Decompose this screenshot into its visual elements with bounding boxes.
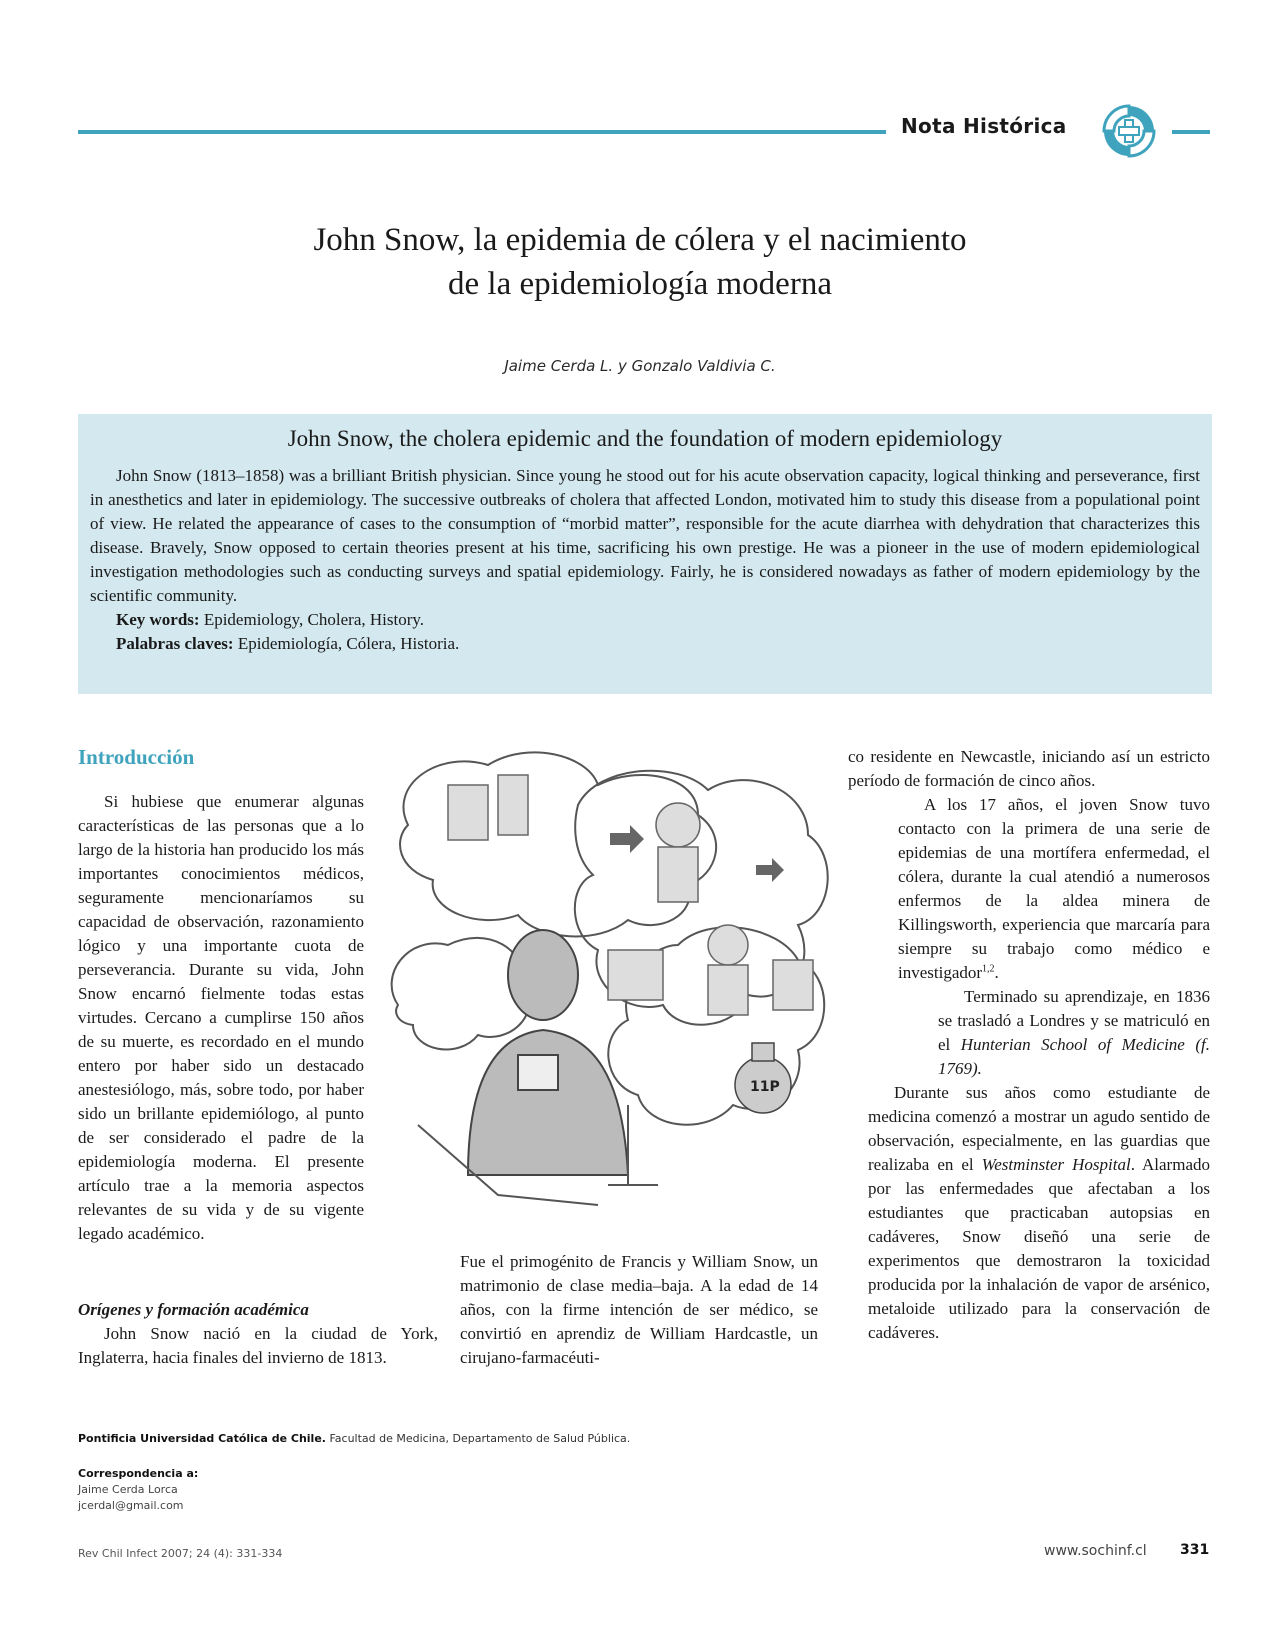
correspondence: [78, 1466, 198, 1514]
right-paragraph-2: A los 17 años, el joven Snow tuvo contacto con la primera de una serie de epidemias de una mortífera enfermedad, el cólera, durante la cual atendió a numerosos enfermos de la aldea minera de Killingsworth, experiencia que marcaría para siempre su trabajo como médico e investigador$^{1,2}$.: [898, 795, 1210, 982]
origins-heading: Orígenes y formación académica: [78, 1300, 309, 1319]
palabras-value: Epidemiología, Cólera, Historia.: [237, 634, 460, 653]
correspondence-label: Correspondencia a:: [78, 1467, 199, 1480]
abstract-box: [78, 414, 1212, 694]
intro-heading: Introducción: [78, 745, 195, 769]
right-paragraph-4: [848, 1081, 1210, 1345]
middle-text: Fue el primogénito de Francis y William Snow, un matrimonio de clase media–baja. A la edad de 14 años, con la firme intención de ser médico, se convirtió en aprendiz de William Hardcastle, un cirujano-farmacéuti-: [460, 1252, 818, 1367]
journal-citation: Rev Chil Infect 2007; 24 (4): 331-334: [78, 1547, 283, 1560]
article-title: [140, 218, 1140, 306]
affiliation-institution: Pontificia Universidad Católica de Chile.: [78, 1432, 326, 1445]
right-paragraph-1: co residente en Newcastle, iniciando así un estricto período de formación de cinco años.: [848, 747, 1210, 790]
page-number: 331: [1180, 1542, 1210, 1558]
title-line-1: John Snow, la epidemia de cólera y el nacimiento: [313, 222, 967, 258]
header-rule-right: [1172, 130, 1210, 134]
keywords-label: Key words:: [116, 610, 200, 629]
citation-superscript: 1,2: [982, 963, 995, 975]
right-paragraph-3-text: Terminado su aprendizaje, en 1836 se trasladó a Londres y se matriculó en el: [938, 987, 1210, 1054]
right-column: [848, 745, 1210, 1345]
section-label: Nota Histórica: [901, 114, 1067, 138]
right-paragraph-4-text-b: . Alarmado por las enfermedades que afectaban a los estudiantes que practicaban autopsias en cadáveres, Snow diseñó una serie de experimentos que demostraron la toxicidad producida por la inhalación de vapor de arsénico, metaloide utilizado para la conservación de cadáveres.: [868, 1155, 1210, 1342]
intro-text: Si hubiese que enumerar algunas características de las personas que a lo largo de la historia han producido los más importantes conocimientos médicos, seguramente mencionaríamos su capacidad de observación, razonamiento lógico y una importante cuota de perseverancia. Durante su vida, John Snow encarnó fielmente todas estas virtudes. Cercano a cumplirse 150 años de su muerte, es recordado en el mundo entero por haber sido un destacado anestesiólogo, más, sobre todo, por haber sido un brillante epidemiólogo, al punto de ser considerado el padre de la epidemiología moderna. El presente artículo trae a la memoria aspectos relevantes de su vida y de su vigente legado académico.: [78, 792, 364, 1243]
correspondence-email[interactable]: jcerdal@gmail.com: [78, 1499, 184, 1512]
journal-logo-icon: [1098, 100, 1160, 162]
palabras-label: Palabras claves:: [116, 634, 234, 653]
correspondence-name: Jaime Cerda Lorca: [78, 1483, 178, 1496]
westminster-hospital: Westminster Hospital: [981, 1155, 1131, 1174]
right-paragraph-4-text-a: Durante sus años como estudiante de medicina comenzó a mostrar un agudo sentido de observación, especialmente, en las guardias que realizaba en el: [868, 1083, 1210, 1174]
bottle-label: 11P: [750, 1079, 780, 1095]
right-paragraph-3: [848, 985, 1210, 1081]
header-rule-left: [78, 130, 886, 134]
origins-block: [78, 1298, 438, 1370]
authors: Jaime Cerda L. y Gonzalo Valdivia C.: [504, 357, 776, 375]
keywords-line: [90, 608, 1200, 632]
affiliation: [78, 1432, 630, 1445]
affiliation-department: Facultad de Medicina, Departamento de Salud Pública.: [325, 1432, 631, 1445]
palabras-line: [90, 632, 1200, 656]
abstract-title: John Snow, the cholera epidemic and the foundation of modern epidemiology: [287, 426, 1003, 451]
title-line-2: de la epidemiología moderna: [448, 266, 832, 302]
origins-text: John Snow nació en la ciudad de York, Inglaterra, hacia finales del invierno de 1813.: [78, 1324, 438, 1367]
website-link[interactable]: www.sochinf.cl: [1044, 1543, 1147, 1559]
john-snow-illustration: [378, 745, 838, 1225]
middle-column: [460, 1250, 818, 1370]
abstract-text: John Snow (1813–1858) was a brilliant British physician. Since young he stood out for his acute observation capacity, logical thinking and perseverance, first in anesthetics and later in epidemiology. The successive outbreaks of cholera that affected London, motivated him to study this disease from a populational point of view. He related the appearance of cases to the consumption of “morbid matter”, responsible for the acute diarrhea with dehydration that characterizes this disease. Bravely, Snow opposed to certain theories present at his time, sacrificing his own prestige. He was a pioneer in the use of modern epidemiological investigation methodologies such as conducting surveys and spatial epidemiology. Fairly, he is considered nowadays as father of modern epidemiology by the scientific community.: [90, 466, 1200, 605]
keywords-value: Epidemiology, Cholera, History.: [203, 610, 425, 629]
hunterian-school: Hunterian School of Medicine (f. 1769).: [938, 1035, 1210, 1078]
intro-column-top: [78, 790, 364, 1246]
right-paragraph-2-text: A los 17 años, el joven Snow tuvo contacto con la primera de una serie de epidemias de una mortífera enfermedad, el cólera, durante la cual atendió a numerosos enfermos de la aldea minera de Killingsworth, experiencia que marcaría para siempre su trabajo como médico e investigador: [898, 795, 1210, 982]
